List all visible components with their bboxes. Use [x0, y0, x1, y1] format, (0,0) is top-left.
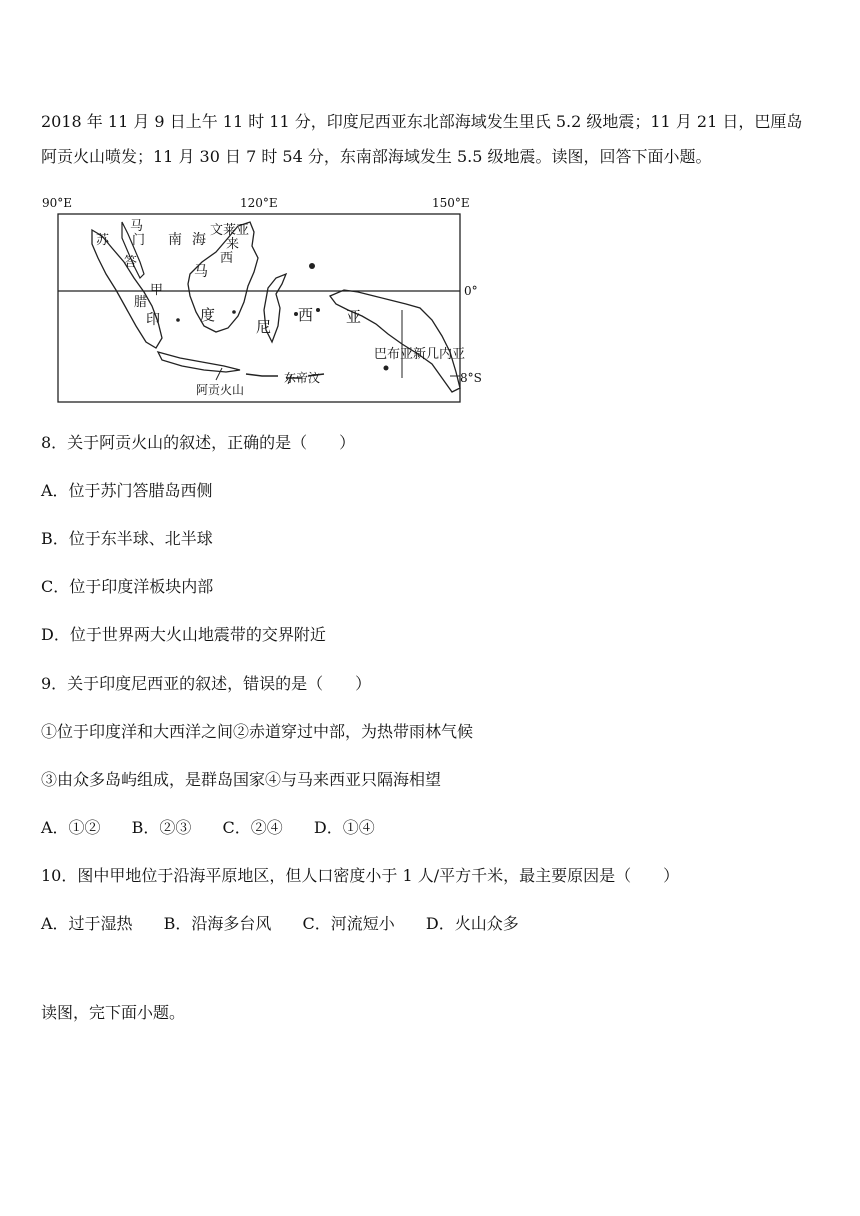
q10-stem: 10．图中甲地位于沿海平原地区，但人口密度小于 1 人/平方千米，最主要原因是（ ） — [41, 866, 680, 885]
q9-option-c: C．②④ — [222, 818, 283, 837]
intro-line-2: 阿贡火山喷发；11 月 30 日 7 时 54 分，东南部海域发生 5.5 级地震。读图，回答下面小题。 — [41, 147, 712, 166]
label-east-timor: 东帝汶 — [284, 371, 321, 385]
q8-option-a: A．位于苏门答腊岛西侧 — [41, 481, 213, 500]
indonesia-map — [40, 192, 482, 402]
lat-label-0: 0° — [464, 284, 478, 298]
map-frame — [58, 214, 460, 402]
q10-option-c: C．河流短小 — [302, 914, 395, 933]
island-dot — [384, 366, 389, 371]
label-malaixiya-1: 马 — [194, 264, 208, 280]
q9-stem: 9．关于印度尼西亚的叙述，错误的是（ ） — [41, 674, 372, 693]
lat-label-8s: 8°S — [460, 371, 482, 385]
java-island — [158, 352, 240, 372]
label-yinni-3: 尼 — [256, 318, 272, 336]
q9-statement-1: ①位于印度洋和大西洋之间②赤道穿过中部，为热带雨林气候 — [41, 722, 474, 741]
q10-option-d: D．火山众多 — [425, 914, 519, 933]
label-nanhai-1: 南 — [168, 232, 182, 248]
label-malaixiya-3: 西 — [220, 251, 234, 266]
label-nanhai-2: 海 — [192, 232, 206, 248]
label-png: 巴布亚新几内亚 — [374, 347, 466, 362]
island-dot — [176, 318, 180, 322]
outro-text: 读图，完下面小题。 — [41, 1003, 186, 1022]
label-sumendala-4: 腊 — [134, 295, 148, 310]
agung-pointer — [216, 368, 222, 380]
island-dot — [309, 263, 315, 269]
island-dot — [232, 310, 236, 314]
label-malaixiya-2: 来 — [226, 237, 240, 252]
label-malaixiya-left: 马 — [130, 219, 144, 234]
label-jia: 甲 — [150, 283, 164, 298]
intro-line-1: 2018 年 11 月 9 日上午 11 时 11 分，印度尼西亚东北部海域发生里氏 5.2 级地震；11 月 21 日，巴厘岛 — [41, 112, 803, 131]
q9-option-b: B．②③ — [131, 818, 192, 837]
lon-label-150e: 150°E — [432, 196, 470, 210]
q9-option-d: D．①④ — [313, 818, 375, 837]
island-dot — [316, 308, 320, 312]
lon-label-90e: 90°E — [42, 196, 73, 210]
q10-options — [41, 914, 545, 934]
label-sumendala-1: 苏 — [96, 233, 110, 248]
label-sumendala-3: 答 — [124, 255, 138, 270]
q8-option-c: C．位于印度洋板块内部 — [41, 577, 214, 596]
label-wenlai: 文莱 — [210, 223, 237, 238]
label-agung: 阿贡火山 — [196, 383, 245, 397]
q8-option-b: B．位于东半球、北半球 — [41, 529, 213, 548]
q8-stem: 8．关于阿贡火山的叙述，正确的是（ ） — [41, 433, 356, 452]
q10-option-a: A．过于湿热 — [41, 914, 133, 933]
new-guinea-island — [330, 290, 460, 392]
label-malaixiya-4: 亚 — [236, 223, 250, 238]
q8-option-d: D．位于世界两大火山地震带的交界附近 — [41, 625, 326, 644]
lon-label-120e: 120°E — [240, 196, 278, 210]
label-yinni-4: 西 — [298, 306, 314, 324]
label-sumendala-2: 门 — [132, 233, 146, 248]
q9-statement-2: ③由众多岛屿组成，是群岛国家④与马来西亚只隔海相望 — [41, 770, 442, 789]
label-yinni-1: 印 — [146, 312, 160, 328]
q10-option-b: B．沿海多台风 — [163, 914, 272, 933]
q9-options — [41, 818, 401, 838]
label-yinni-2: 度 — [200, 306, 216, 324]
q9-option-a: A．①② — [41, 818, 101, 837]
label-yinni-5: 亚 — [346, 308, 362, 326]
